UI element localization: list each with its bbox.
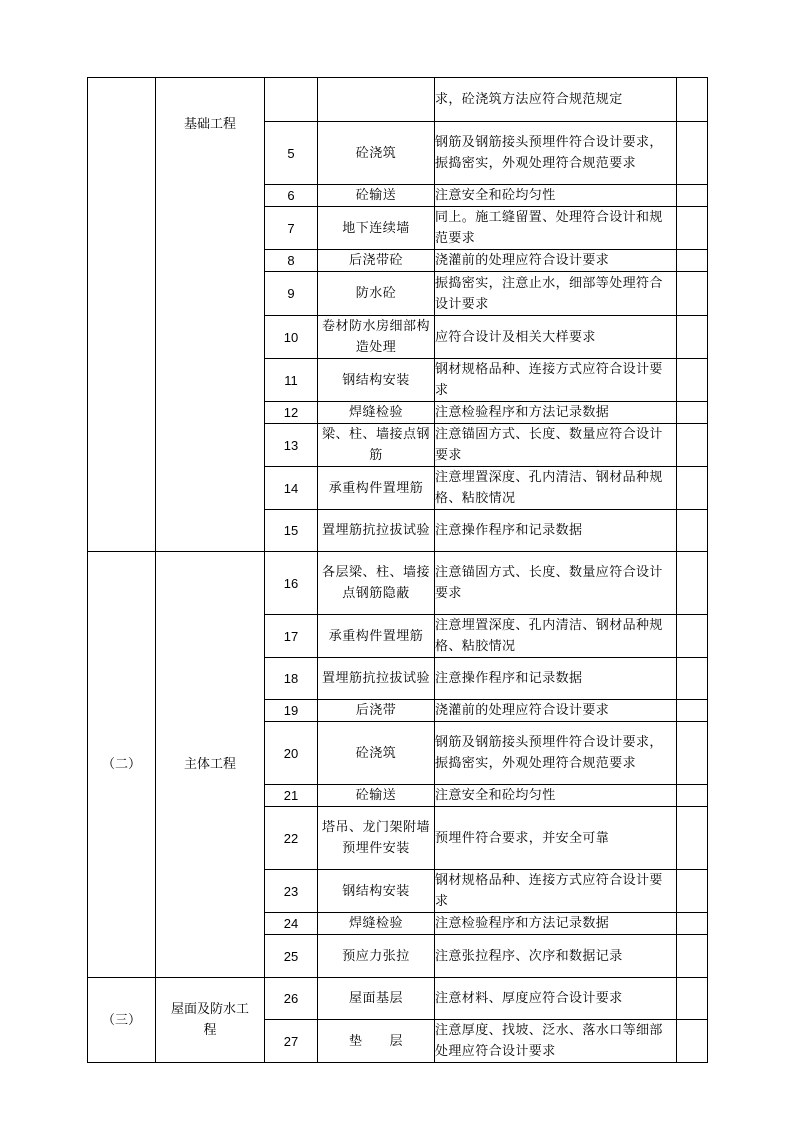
category-label: 屋面及防水工程 [170, 1002, 249, 1038]
item-requirement: 同上。施工缝留置、处理符合设计和规范要求 [435, 207, 677, 250]
table-row [88, 978, 708, 1020]
blank-cell [677, 615, 708, 658]
item-number: 24 [265, 913, 318, 935]
item-number: 13 [265, 424, 318, 467]
item-number [265, 78, 318, 122]
blank-cell [677, 424, 708, 467]
blank-cell [677, 1020, 708, 1063]
blank-cell [677, 185, 708, 207]
item-name: 预应力张拉 [318, 935, 435, 978]
item-name: 各层梁、柱、墙接点钢筋隐蔽 [318, 552, 435, 615]
blank-cell [677, 700, 708, 722]
table-row [88, 552, 708, 615]
blank-cell [677, 978, 708, 1020]
item-requirement: 钢材规格品种、连接方式应符合设计要求 [435, 359, 677, 402]
item-name: 置埋筋抗拉拔试验 [318, 510, 435, 552]
item-name: 承重构件置埋筋 [318, 467, 435, 510]
item-name: 砼输送 [318, 785, 435, 807]
item-requirement: 注意材料、厚度应符合设计要求 [435, 978, 677, 1020]
blank-cell [677, 250, 708, 272]
item-requirement: 注意操作程序和记录数据 [435, 658, 677, 700]
item-requirement: 注意检验程序和方法记录数据 [435, 913, 677, 935]
inspection-table [87, 77, 708, 1063]
item-number: 27 [265, 1020, 318, 1063]
item-name [318, 78, 435, 122]
item-requirement: 振捣密实，注意止水，细部等处理符合设计要求 [435, 272, 677, 316]
blank-cell [677, 552, 708, 615]
blank-cell [677, 870, 708, 913]
section-label: （二） [88, 552, 156, 978]
item-number: 10 [265, 316, 318, 359]
item-name: 梁、柱、墙接点钢筋 [318, 424, 435, 467]
item-name: 砼浇筑 [318, 722, 435, 785]
blank-cell [677, 122, 708, 185]
category-label: 基础工程 [183, 117, 236, 132]
item-number: 25 [265, 935, 318, 978]
blank-cell [677, 207, 708, 250]
item-name: 钢结构安装 [318, 359, 435, 402]
item-name: 焊缝检验 [318, 913, 435, 935]
item-requirement: 浇灌前的处理应符合设计要求 [435, 250, 677, 272]
item-number: 23 [265, 870, 318, 913]
category-label: 主体工程 [183, 757, 236, 772]
item-number: 15 [265, 510, 318, 552]
item-requirement: 钢筋及钢筋接头预埋件符合设计要求，振捣密实，外观处理符合规范要求 [435, 722, 677, 785]
item-number: 16 [265, 552, 318, 615]
blank-cell [677, 316, 708, 359]
table-body [88, 78, 708, 1063]
item-number: 5 [265, 122, 318, 185]
item-name: 地下连续墙 [318, 207, 435, 250]
item-requirement: 浇灌前的处理应符合设计要求 [435, 700, 677, 722]
item-name: 垫 层 [318, 1020, 435, 1063]
blank-cell [677, 402, 708, 424]
item-number: 22 [265, 807, 318, 870]
blank-cell [677, 510, 708, 552]
item-requirement: 钢筋及钢筋接头预埋件符合设计要求，振捣密实，外观处理符合规范要求 [435, 122, 677, 185]
blank-cell [677, 807, 708, 870]
section-label [88, 78, 156, 552]
blank-cell [677, 722, 708, 785]
item-number: 26 [265, 978, 318, 1020]
item-requirement: 求，砼浇筑方法应符合规范规定 [435, 78, 677, 122]
item-name: 后浇带 [318, 700, 435, 722]
item-requirement: 注意锚固方式、长度、数量应符合设计要求 [435, 424, 677, 467]
item-name: 砼输送 [318, 185, 435, 207]
item-requirement: 注意操作程序和记录数据 [435, 510, 677, 552]
item-name: 焊缝检验 [318, 402, 435, 424]
item-name: 卷材防水房细部构造处理 [318, 316, 435, 359]
blank-cell [677, 935, 708, 978]
item-number: 11 [265, 359, 318, 402]
blank-cell [677, 467, 708, 510]
item-requirement: 应符合设计及相关大样要求 [435, 316, 677, 359]
item-requirement: 注意张拉程序、次序和数据记录 [435, 935, 677, 978]
blank-cell [677, 359, 708, 402]
category-cell [156, 552, 265, 978]
item-name: 钢结构安装 [318, 870, 435, 913]
item-requirement: 钢材规格品种、连接方式应符合设计要求 [435, 870, 677, 913]
item-requirement: 注意埋置深度、孔内清洁、钢材品种规格、粘胶情况 [435, 615, 677, 658]
item-number: 14 [265, 467, 318, 510]
blank-cell [677, 658, 708, 700]
item-requirement: 注意锚固方式、长度、数量应符合设计要求 [435, 552, 677, 615]
item-number: 20 [265, 722, 318, 785]
item-requirement: 注意埋置深度、孔内清洁、钢材品种规格、粘胶情况 [435, 467, 677, 510]
item-requirement: 预埋件符合要求，并安全可靠 [435, 807, 677, 870]
item-requirement: 注意检验程序和方法记录数据 [435, 402, 677, 424]
item-number: 19 [265, 700, 318, 722]
item-number: 8 [265, 250, 318, 272]
blank-cell [677, 913, 708, 935]
blank-cell [677, 272, 708, 316]
item-number: 17 [265, 615, 318, 658]
item-name: 后浇带砼 [318, 250, 435, 272]
item-requirement: 注意安全和砼均匀性 [435, 185, 677, 207]
table-row [88, 78, 708, 122]
item-number: 6 [265, 185, 318, 207]
item-number: 9 [265, 272, 318, 316]
category-cell [156, 978, 265, 1063]
item-number: 18 [265, 658, 318, 700]
item-name: 砼浇筑 [318, 122, 435, 185]
category-cell [156, 78, 265, 552]
blank-cell [677, 78, 708, 122]
item-name: 置埋筋抗拉拔试验 [318, 658, 435, 700]
item-name: 塔吊、龙门架附墙预埋件安装 [318, 807, 435, 870]
item-requirement: 注意安全和砼均匀性 [435, 785, 677, 807]
section-label: （三） [88, 978, 156, 1063]
item-requirement: 注意厚度、找坡、泛水、落水口等细部处理应符合设计要求 [435, 1020, 677, 1063]
blank-cell [677, 785, 708, 807]
item-name: 防水砼 [318, 272, 435, 316]
item-number: 21 [265, 785, 318, 807]
item-name: 屋面基层 [318, 978, 435, 1020]
item-number: 12 [265, 402, 318, 424]
item-name: 承重构件置埋筋 [318, 615, 435, 658]
item-number: 7 [265, 207, 318, 250]
